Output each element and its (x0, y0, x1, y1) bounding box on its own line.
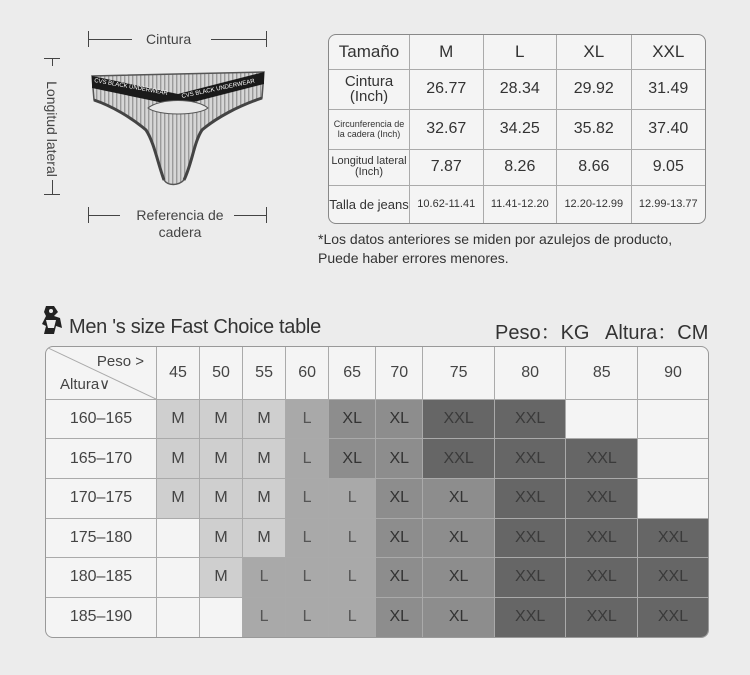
weight-header-cell: 50 (200, 347, 243, 399)
weight-header-cell: 45 (157, 347, 200, 399)
weight-header-cell: 60 (286, 347, 329, 399)
side-length-label: Longitud lateral (44, 81, 60, 177)
corner-height-label: Altura∨ (60, 375, 111, 393)
size-cell: 29.92 (557, 69, 632, 109)
size-cell: 12.99-13.77 (631, 185, 705, 223)
size-choice-cell: XL (376, 399, 423, 439)
size-choice-cell: XL (376, 518, 423, 558)
size-choice-cell: L (329, 518, 376, 558)
size-cell: 32.67 (410, 109, 484, 149)
size-table-row (329, 149, 705, 185)
size-cell: 9.05 (631, 149, 705, 185)
size-cell: 7.87 (410, 149, 484, 185)
size-choice-cell: M (243, 518, 286, 558)
size-choice-cell: XL (423, 518, 495, 558)
size-choice-cell: L (286, 518, 329, 558)
size-choice-cell (566, 399, 638, 439)
choice-row (46, 478, 708, 518)
size-cell: 31.49 (631, 69, 705, 109)
choice-header-row (46, 347, 708, 399)
size-table-row (329, 109, 705, 149)
height-range-cell: 170–175 (46, 478, 157, 518)
weight-header-cell: 90 (637, 347, 708, 399)
size-choice-cell: L (243, 558, 286, 598)
size-choice-cell: M (200, 558, 243, 598)
size-choice-cell: XL (423, 597, 495, 637)
size-choice-cell: M (200, 399, 243, 439)
size-choice-cell: XXL (566, 478, 638, 518)
size-choice-cell: M (243, 399, 286, 439)
hip-line-left (88, 215, 120, 216)
choice-row (46, 439, 708, 479)
size-choice-cell: XXL (566, 518, 638, 558)
hip-reference-line-2: cadera (158, 224, 202, 240)
note-line-2: Puede haber errores menores. (318, 250, 509, 266)
size-choice-cell: XXL (637, 518, 708, 558)
size-choice-cell: L (286, 478, 329, 518)
hip-reference-line-1: Referencia de (136, 207, 224, 223)
size-choice-cell: M (200, 518, 243, 558)
size-choice-cell (157, 558, 200, 598)
size-table-row (329, 185, 705, 223)
size-choice-cell: L (286, 597, 329, 637)
height-range-cell: 185–190 (46, 597, 157, 637)
choice-row (46, 399, 708, 439)
size-choice-cell: L (329, 478, 376, 518)
size-header-cell: XXL (631, 35, 705, 69)
size-row-label: Circunferencia de la cadera (Inch) (329, 109, 410, 149)
size-choice-cell: XL (376, 597, 423, 637)
size-table-row (329, 69, 705, 109)
size-choice-cell: M (157, 439, 200, 479)
size-choice-cell: XXL (423, 399, 495, 439)
choice-row (46, 597, 708, 637)
size-choice-cell: XXL (494, 399, 566, 439)
waist-label: Cintura (146, 31, 192, 47)
side-line-bottom (52, 180, 53, 194)
size-row-label: Longitud lateral (Inch) (329, 149, 410, 185)
size-choice-cell: L (286, 399, 329, 439)
hip-tick-right (266, 207, 267, 223)
measurement-note (318, 230, 672, 268)
size-table-header-row (329, 35, 705, 69)
size-cell: 10.62-11.41 (410, 185, 484, 223)
size-cell: 28.34 (483, 69, 557, 109)
size-choice-cell: L (243, 597, 286, 637)
size-choice-cell (637, 478, 708, 518)
size-choice-cell: M (200, 439, 243, 479)
size-choice-cell: XXL (566, 558, 638, 598)
size-choice-cell: M (200, 478, 243, 518)
size-header-cell: M (410, 35, 484, 69)
hip-reference-label (128, 207, 232, 241)
weight-header-cell: 75 (423, 347, 495, 399)
waist-tick-right (266, 31, 267, 47)
size-choice-cell: XL (376, 558, 423, 598)
height-range-cell: 165–170 (46, 439, 157, 479)
size-choice-cell: M (243, 478, 286, 518)
size-choice-cell: XXL (494, 597, 566, 637)
choice-row (46, 558, 708, 598)
size-choice-cell: XXL (494, 439, 566, 479)
size-choice-cell: M (243, 439, 286, 479)
size-cell: 12.20-12.99 (557, 185, 632, 223)
size-choice-cell: XL (423, 558, 495, 598)
unit-legend: Peso：KG Altura：CM (495, 322, 709, 344)
size-choice-cell (637, 439, 708, 479)
waist-line-right (211, 39, 266, 40)
size-choice-cell: XXL (566, 439, 638, 479)
size-choice-cell: XXL (637, 558, 708, 598)
height-range-cell: 180–185 (46, 558, 157, 598)
size-choice-cell (637, 399, 708, 439)
size-choice-cell: XXL (494, 518, 566, 558)
height-range-cell: 175–180 (46, 518, 157, 558)
size-cell: 35.82 (557, 109, 632, 149)
size-cell: 11.41-12.20 (483, 185, 557, 223)
size-cell: 26.77 (410, 69, 484, 109)
size-choice-cell: M (157, 478, 200, 518)
fast-choice-table (45, 346, 709, 638)
size-choice-cell: XL (423, 478, 495, 518)
size-cell: 34.25 (483, 109, 557, 149)
corner-weight-label: Peso > (96, 353, 144, 370)
size-choice-cell: L (286, 558, 329, 598)
weight-header-cell: 80 (494, 347, 566, 399)
svg-text:CVS BLACK UNDERWEAR: CVS BLACK UNDERWEAR (93, 78, 169, 97)
size-choice-cell (157, 518, 200, 558)
size-choice-cell: M (157, 399, 200, 439)
size-choice-cell: XL (329, 399, 376, 439)
choice-row (46, 518, 708, 558)
weight-header-cell: 85 (566, 347, 638, 399)
weight-header-cell: 65 (329, 347, 376, 399)
choice-table-title: Men 's size Fast Choice table (69, 316, 321, 338)
underwear-illustration (88, 68, 268, 188)
mascot-icon (40, 304, 64, 336)
size-choice-cell: L (329, 558, 376, 598)
size-choice-cell: XL (376, 439, 423, 479)
size-header-cell: XL (557, 35, 632, 69)
size-choice-cell: XL (376, 478, 423, 518)
size-choice-cell: XL (329, 439, 376, 479)
size-choice-cell: XXL (423, 439, 495, 479)
size-choice-cell (200, 597, 243, 637)
size-row-label: Talla de jeans (329, 185, 410, 223)
size-choice-cell: XXL (494, 478, 566, 518)
size-cell: 8.26 (483, 149, 557, 185)
size-choice-cell: XXL (566, 597, 638, 637)
size-choice-cell: L (329, 597, 376, 637)
size-header-cell: Tamaño (329, 35, 410, 69)
size-row-label: Cintura (Inch) (329, 69, 410, 109)
height-range-cell: 160–165 (46, 399, 157, 439)
hip-line-right (234, 215, 266, 216)
size-choice-cell: L (286, 439, 329, 479)
corner-cell (46, 347, 157, 399)
note-line-1: *Los datos anteriores se miden por azulejos de producto, (318, 231, 673, 247)
size-measurement-table (328, 34, 706, 224)
size-cell: 37.40 (631, 109, 705, 149)
size-choice-cell: XXL (637, 597, 708, 637)
size-choice-cell: XXL (494, 558, 566, 598)
svg-text:CVS BLACK UNDERWEAR: CVS BLACK UNDERWEAR (181, 78, 256, 100)
weight-header-cell: 70 (376, 347, 423, 399)
size-choice-cell (157, 597, 200, 637)
size-header-cell: L (483, 35, 557, 69)
size-cell: 8.66 (557, 149, 632, 185)
waist-line-left (88, 39, 132, 40)
side-tick-bottom (44, 194, 60, 195)
weight-header-cell: 55 (243, 347, 286, 399)
